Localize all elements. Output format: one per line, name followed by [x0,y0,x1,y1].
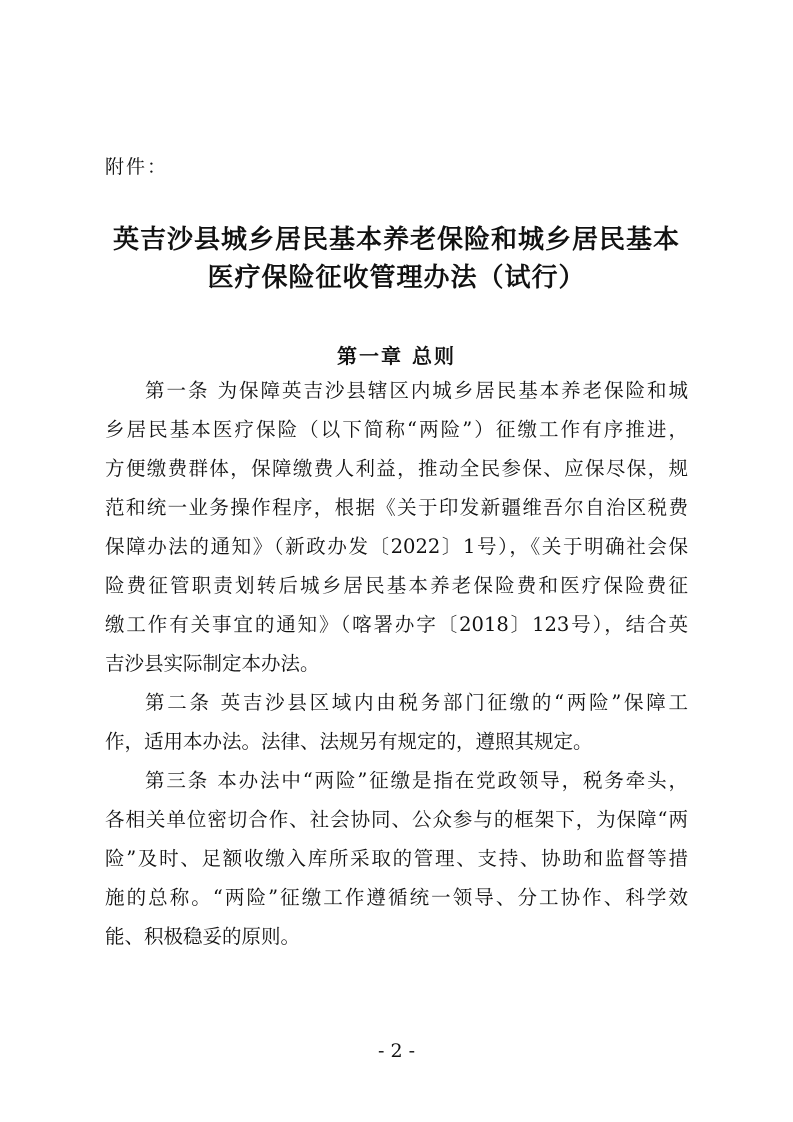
document-title-line-1: 英吉沙县城乡居民基本养老保险和城乡居民基本 [112,225,680,255]
article-3-line-4: 施的总称。“两险”征缴工作遵循统一领导、分工协作、科学效 [105,886,688,909]
article-3-line-5: 能、积极稳妥的原则。 [105,925,301,948]
article-1-line-7: 缴工作有关事宜的通知》（喀署办字〔2018〕123号），结合英 [105,613,688,636]
article-1-line-2: 乡居民基本医疗保险（以下简称“两险”）征缴工作有序推进， [105,418,688,441]
article-2-line-1: 第二条 英吉沙县区域内由税务部门征缴的“两险”保障工 [145,691,688,714]
article-3-line-1: 第三条 本办法中“两险”征缴是指在党政领导，税务牵头， [145,769,688,792]
article-1-line-4: 范和统一业务操作程序，根据《关于印发新疆维吾尔自治区税费 [105,496,688,519]
chapter-heading: 第一章 总则 [337,344,456,368]
page-number: - 2 - [377,1040,415,1062]
article-1-line-6: 险费征管职责划转后城乡居民基本养老保险费和医疗保险费征 [105,574,688,597]
article-1-line-1: 第一条 为保障英吉沙县辖区内城乡居民基本养老保险和城 [145,379,688,402]
article-1-line-5: 保障办法的通知》（新政办发〔2022〕1号），《关于明确社会保 [105,535,688,558]
article-1-line-3: 方便缴费群体，保障缴费人利益，推动全民参保、应保尽保，规 [105,457,688,480]
article-2-line-2: 作，适用本办法。法律、法规另有规定的，遵照其规定。 [105,730,593,753]
article-1-line-8: 吉沙县实际制定本办法。 [105,652,320,675]
document-title-line-2: 医疗保险征收管理办法（试行） [207,263,586,293]
attachment-label: 附件： [105,156,169,178]
article-3-line-3: 险”及时、足额收缴入库所采取的管理、支持、协助和监督等措 [105,847,688,870]
article-3-line-2: 各相关单位密切合作、社会协同、公众参与的框架下，为保障“两 [105,808,688,831]
